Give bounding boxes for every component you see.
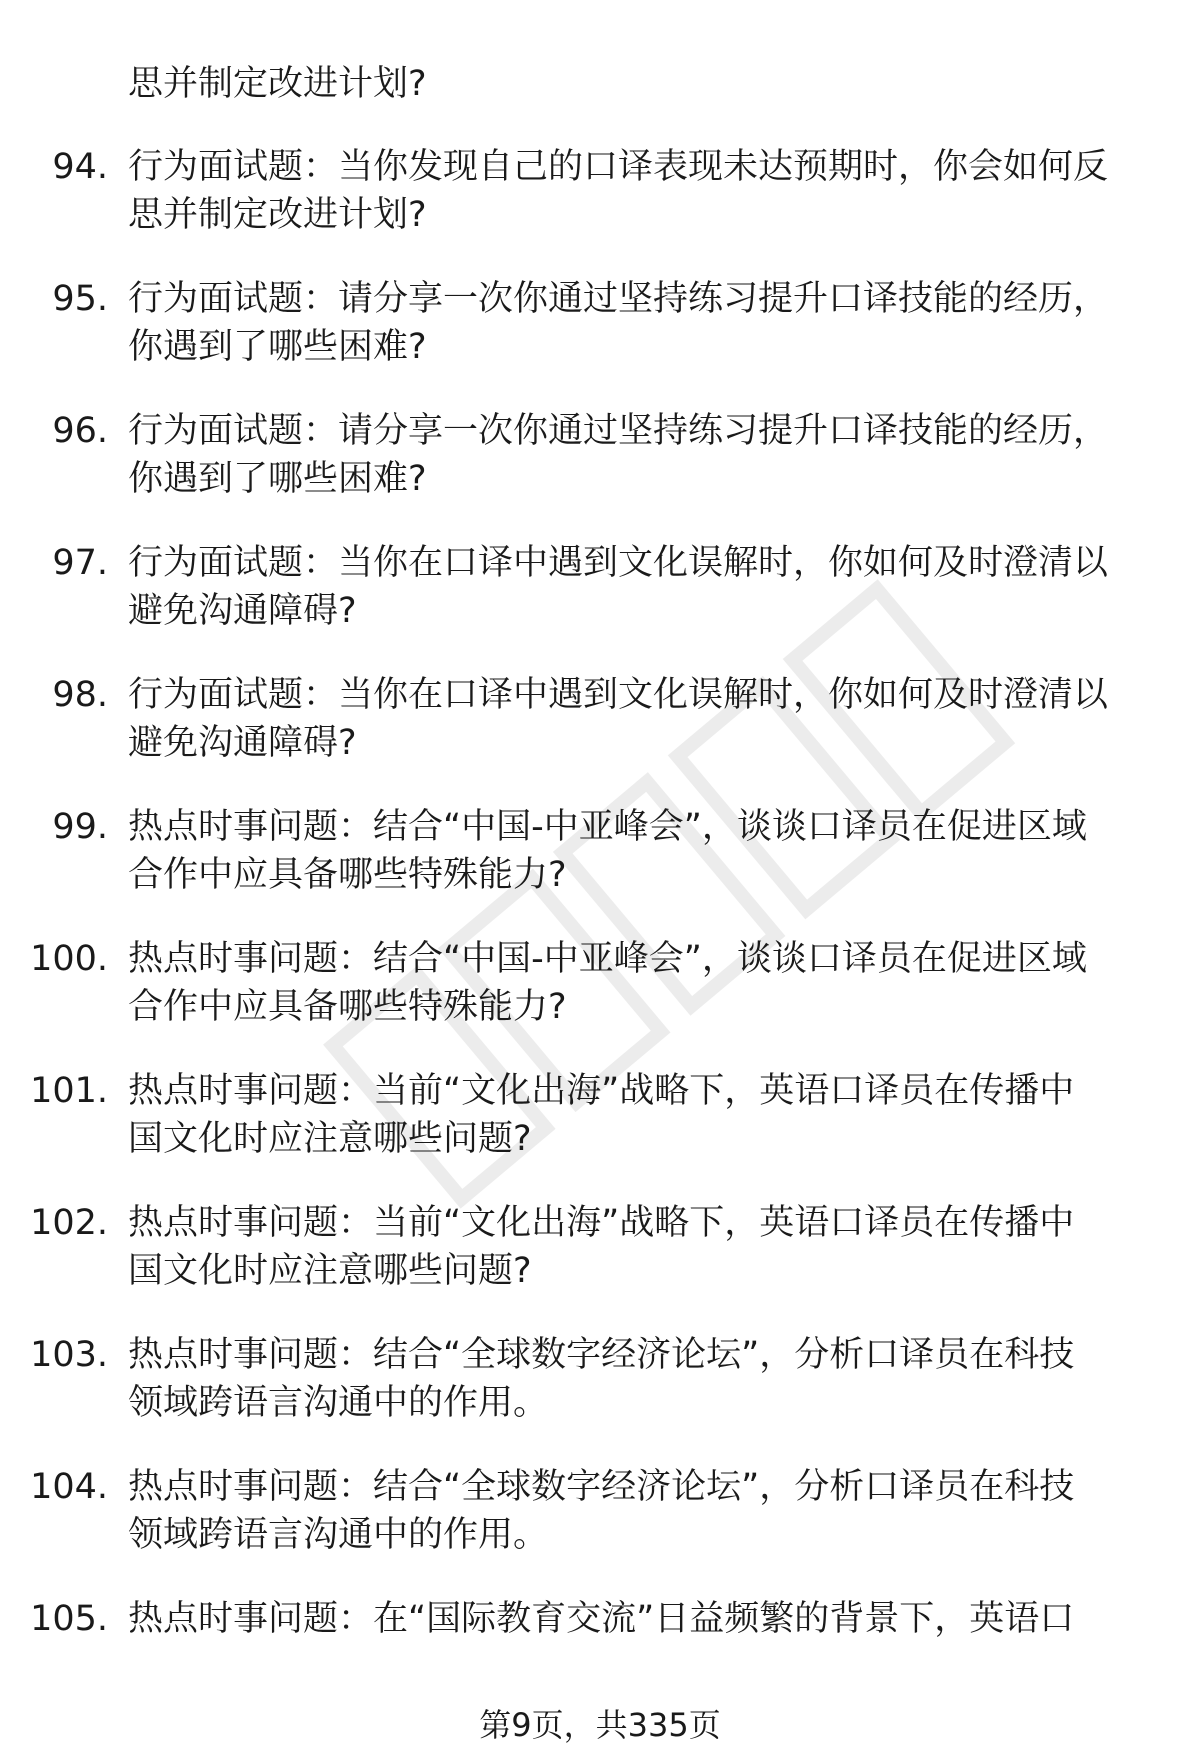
question-number: 97. xyxy=(52,543,108,583)
question-number: 101. xyxy=(30,1071,108,1111)
question-text xyxy=(128,1595,1158,1643)
question-line: 热点时事问题：结合“全球数字经济论坛”，分析口译员在科技 xyxy=(128,1335,1075,1375)
question-line: 你遇到了哪些困难? xyxy=(128,327,427,367)
question-line: 热点时事问题：结合“全球数字经济论坛”，分析口译员在科技 xyxy=(128,1467,1075,1507)
question-number: 105. xyxy=(30,1599,108,1639)
question-item xyxy=(0,407,1200,539)
question-text xyxy=(128,1199,1158,1295)
question-line: 领域跨语言沟通中的作用。 xyxy=(128,1383,549,1423)
question-text xyxy=(128,1463,1158,1559)
question-text xyxy=(128,1067,1158,1163)
question-number: 98. xyxy=(52,675,108,715)
question-text xyxy=(128,407,1158,503)
question-line: 热点时事问题：结合“中国-中亚峰会”，谈谈口译员在促进区域 xyxy=(128,939,1087,979)
question-line: 合作中应具备哪些特殊能力? xyxy=(128,987,567,1027)
question-text xyxy=(128,935,1158,1031)
question-line: 行为面试题：请分享一次你通过坚持练习提升口译技能的经历， xyxy=(128,279,1109,319)
question-number: 103. xyxy=(30,1335,108,1375)
question-line: 行为面试题：当你在口译中遇到文化误解时，你如何及时澄清以 xyxy=(128,675,1109,715)
question-line: 行为面试题：当你发现自己的口译表现未达预期时，你会如何反 xyxy=(128,147,1109,187)
question-item xyxy=(0,539,1200,671)
question-line: 热点时事问题：当前“文化出海”战略下，英语口译员在传播中 xyxy=(128,1071,1075,1111)
question-line: 行为面试题：当你在口译中遇到文化误解时，你如何及时澄清以 xyxy=(128,543,1109,583)
question-line: 避免沟通障碍? xyxy=(128,591,357,631)
question-number: 95. xyxy=(52,279,108,319)
question-text xyxy=(128,143,1158,239)
question-line: 行为面试题：请分享一次你通过坚持练习提升口译技能的经历， xyxy=(128,411,1109,451)
question-item xyxy=(0,275,1200,407)
question-line: 避免沟通障碍? xyxy=(128,723,357,763)
page-footer: 第9页，共335页 xyxy=(479,1706,721,1744)
question-number: 104. xyxy=(30,1467,108,1507)
question-number: 94. xyxy=(52,147,108,187)
question-item xyxy=(0,1463,1200,1595)
question-line: 领域跨语言沟通中的作用。 xyxy=(128,1515,549,1555)
question-item xyxy=(0,671,1200,803)
question-line: 思并制定改进计划? xyxy=(128,195,427,235)
question-text xyxy=(128,803,1158,899)
question-item xyxy=(0,1331,1200,1463)
question-line: 合作中应具备哪些特殊能力? xyxy=(128,855,567,895)
question-text xyxy=(128,671,1158,767)
question-text xyxy=(128,275,1158,371)
question-line: 国文化时应注意哪些问题? xyxy=(128,1251,532,1291)
question-text xyxy=(128,539,1158,635)
question-item xyxy=(0,1199,1200,1331)
question-number: 96. xyxy=(52,411,108,451)
question-text xyxy=(128,1331,1158,1427)
question-line: 热点时事问题：在“国际教育交流”日益频繁的背景下，英语口 xyxy=(128,1599,1075,1639)
carryover-text: 思并制定改进计划? xyxy=(128,64,427,104)
question-number: 100. xyxy=(30,939,108,979)
question-item xyxy=(0,935,1200,1067)
question-number: 99. xyxy=(52,807,108,847)
question-line: 你遇到了哪些困难? xyxy=(128,459,427,499)
question-list xyxy=(0,143,1200,1727)
question-line: 热点时事问题：结合“中国-中亚峰会”，谈谈口译员在促进区域 xyxy=(128,807,1087,847)
question-line: 热点时事问题：当前“文化出海”战略下，英语口译员在传播中 xyxy=(128,1203,1075,1243)
question-number: 102. xyxy=(30,1203,108,1243)
question-line: 国文化时应注意哪些问题? xyxy=(128,1119,532,1159)
question-item xyxy=(0,143,1200,275)
question-item xyxy=(0,803,1200,935)
question-item xyxy=(0,1067,1200,1199)
